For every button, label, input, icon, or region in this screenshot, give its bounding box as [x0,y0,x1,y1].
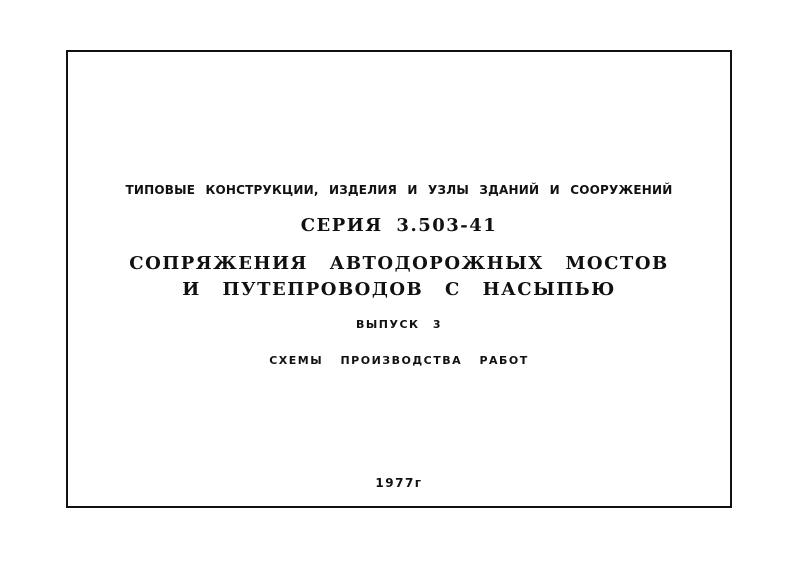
issue-number: ВЫПУСК 3 [355,318,443,331]
document-header: ТИПОВЫЕ КОНСТРУКЦИИ, ИЗДЕЛИЯ И УЗЛЫ ЗДАНИЙ И СООРУЖЕНИЙ [125,183,673,197]
document-title-line-1: СОПРЯЖЕНИЯ АВТОДОРОЖНЫХ МОСТОВ [129,253,669,274]
series-number: СЕРИЯ 3.503-41 [300,215,498,236]
publication-year: 1977г [375,476,423,490]
document-subject: СХЕМЫ ПРОИЗВОДСТВА РАБОТ [269,354,529,367]
document-title-line-2: И ПУТЕПРОВОДОВ С НАСЫПЬЮ [182,279,616,300]
